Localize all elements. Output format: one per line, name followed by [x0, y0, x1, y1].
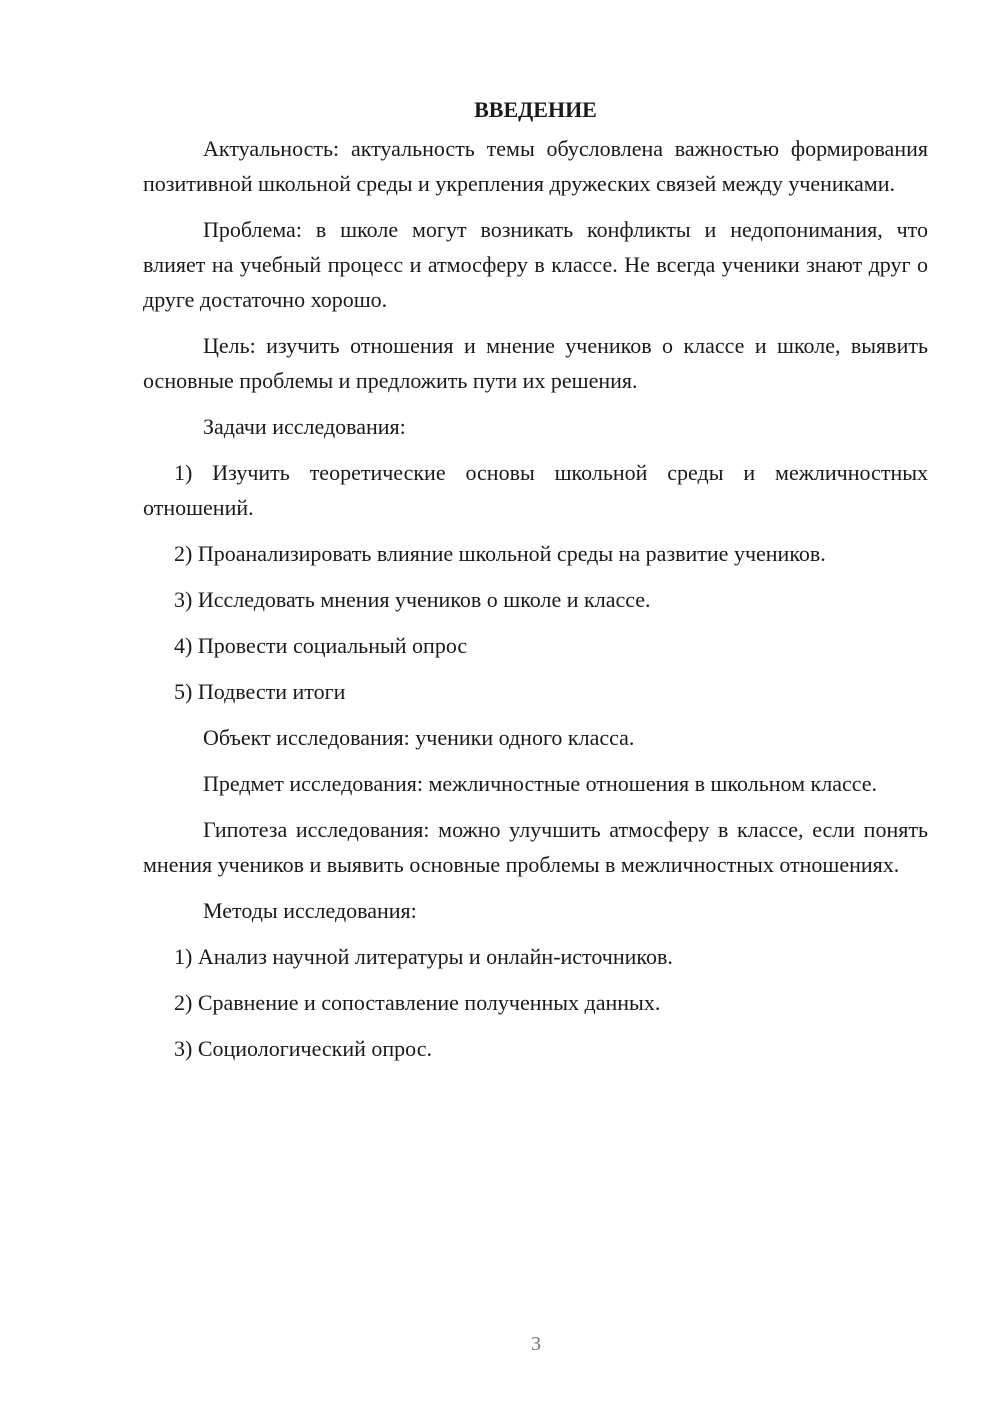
- document-page: [143, 92, 928, 1077]
- paragraph-problem: Проблема: в школе могут возникать конфликты и недопонимания, что влияет на учебный процесс и атмосферу в классе. Не всегда ученики знают друг о друге достаточно хорошо.: [143, 217, 928, 312]
- method-item-3: 3) Социологический опрос.: [174, 1036, 432, 1061]
- task-item-5: 5) Подвести итоги: [174, 679, 346, 704]
- task-item-2: 2) Проанализировать влияние школьной среды на развитие учеников.: [174, 541, 826, 566]
- task-item-4: 4) Провести социальный опрос: [174, 633, 468, 658]
- page-number: 3: [531, 1333, 541, 1355]
- task-item-3: 3) Исследовать мнения учеников о школе и классе.: [174, 587, 651, 612]
- paragraph-relevance: Актуальность: актуальность темы обусловлена важностью формирования позитивной школьной среды и укрепления дружеских связей между учениками.: [143, 136, 928, 196]
- paragraph-goal: Цель: изучить отношения и мнение учеников о классе и школе, выявить основные проблемы и предложить пути их решения.: [143, 333, 928, 393]
- task-item-1: 1) Изучить теоретические основы школьной среды и межличностных отношений.: [143, 460, 928, 520]
- section-heading: ВВЕДЕНИЕ: [474, 97, 597, 122]
- paragraph-object: Объект исследования: ученики одного класса.: [203, 725, 635, 750]
- method-item-1: 1) Анализ научной литературы и онлайн-источников.: [174, 944, 673, 969]
- paragraph-subject: Предмет исследования: межличностные отношения в школьном классе.: [203, 771, 878, 796]
- method-item-2: 2) Сравнение и сопоставление полученных данных.: [174, 990, 661, 1015]
- tasks-title: Задачи исследования:: [203, 414, 406, 439]
- paragraph-hypothesis: Гипотеза исследования: можно улучшить атмосферу в классе, если понять мнения учеников и выявить основные проблемы в межличностных отношениях.: [143, 817, 928, 877]
- methods-title: Методы исследования:: [203, 898, 417, 923]
